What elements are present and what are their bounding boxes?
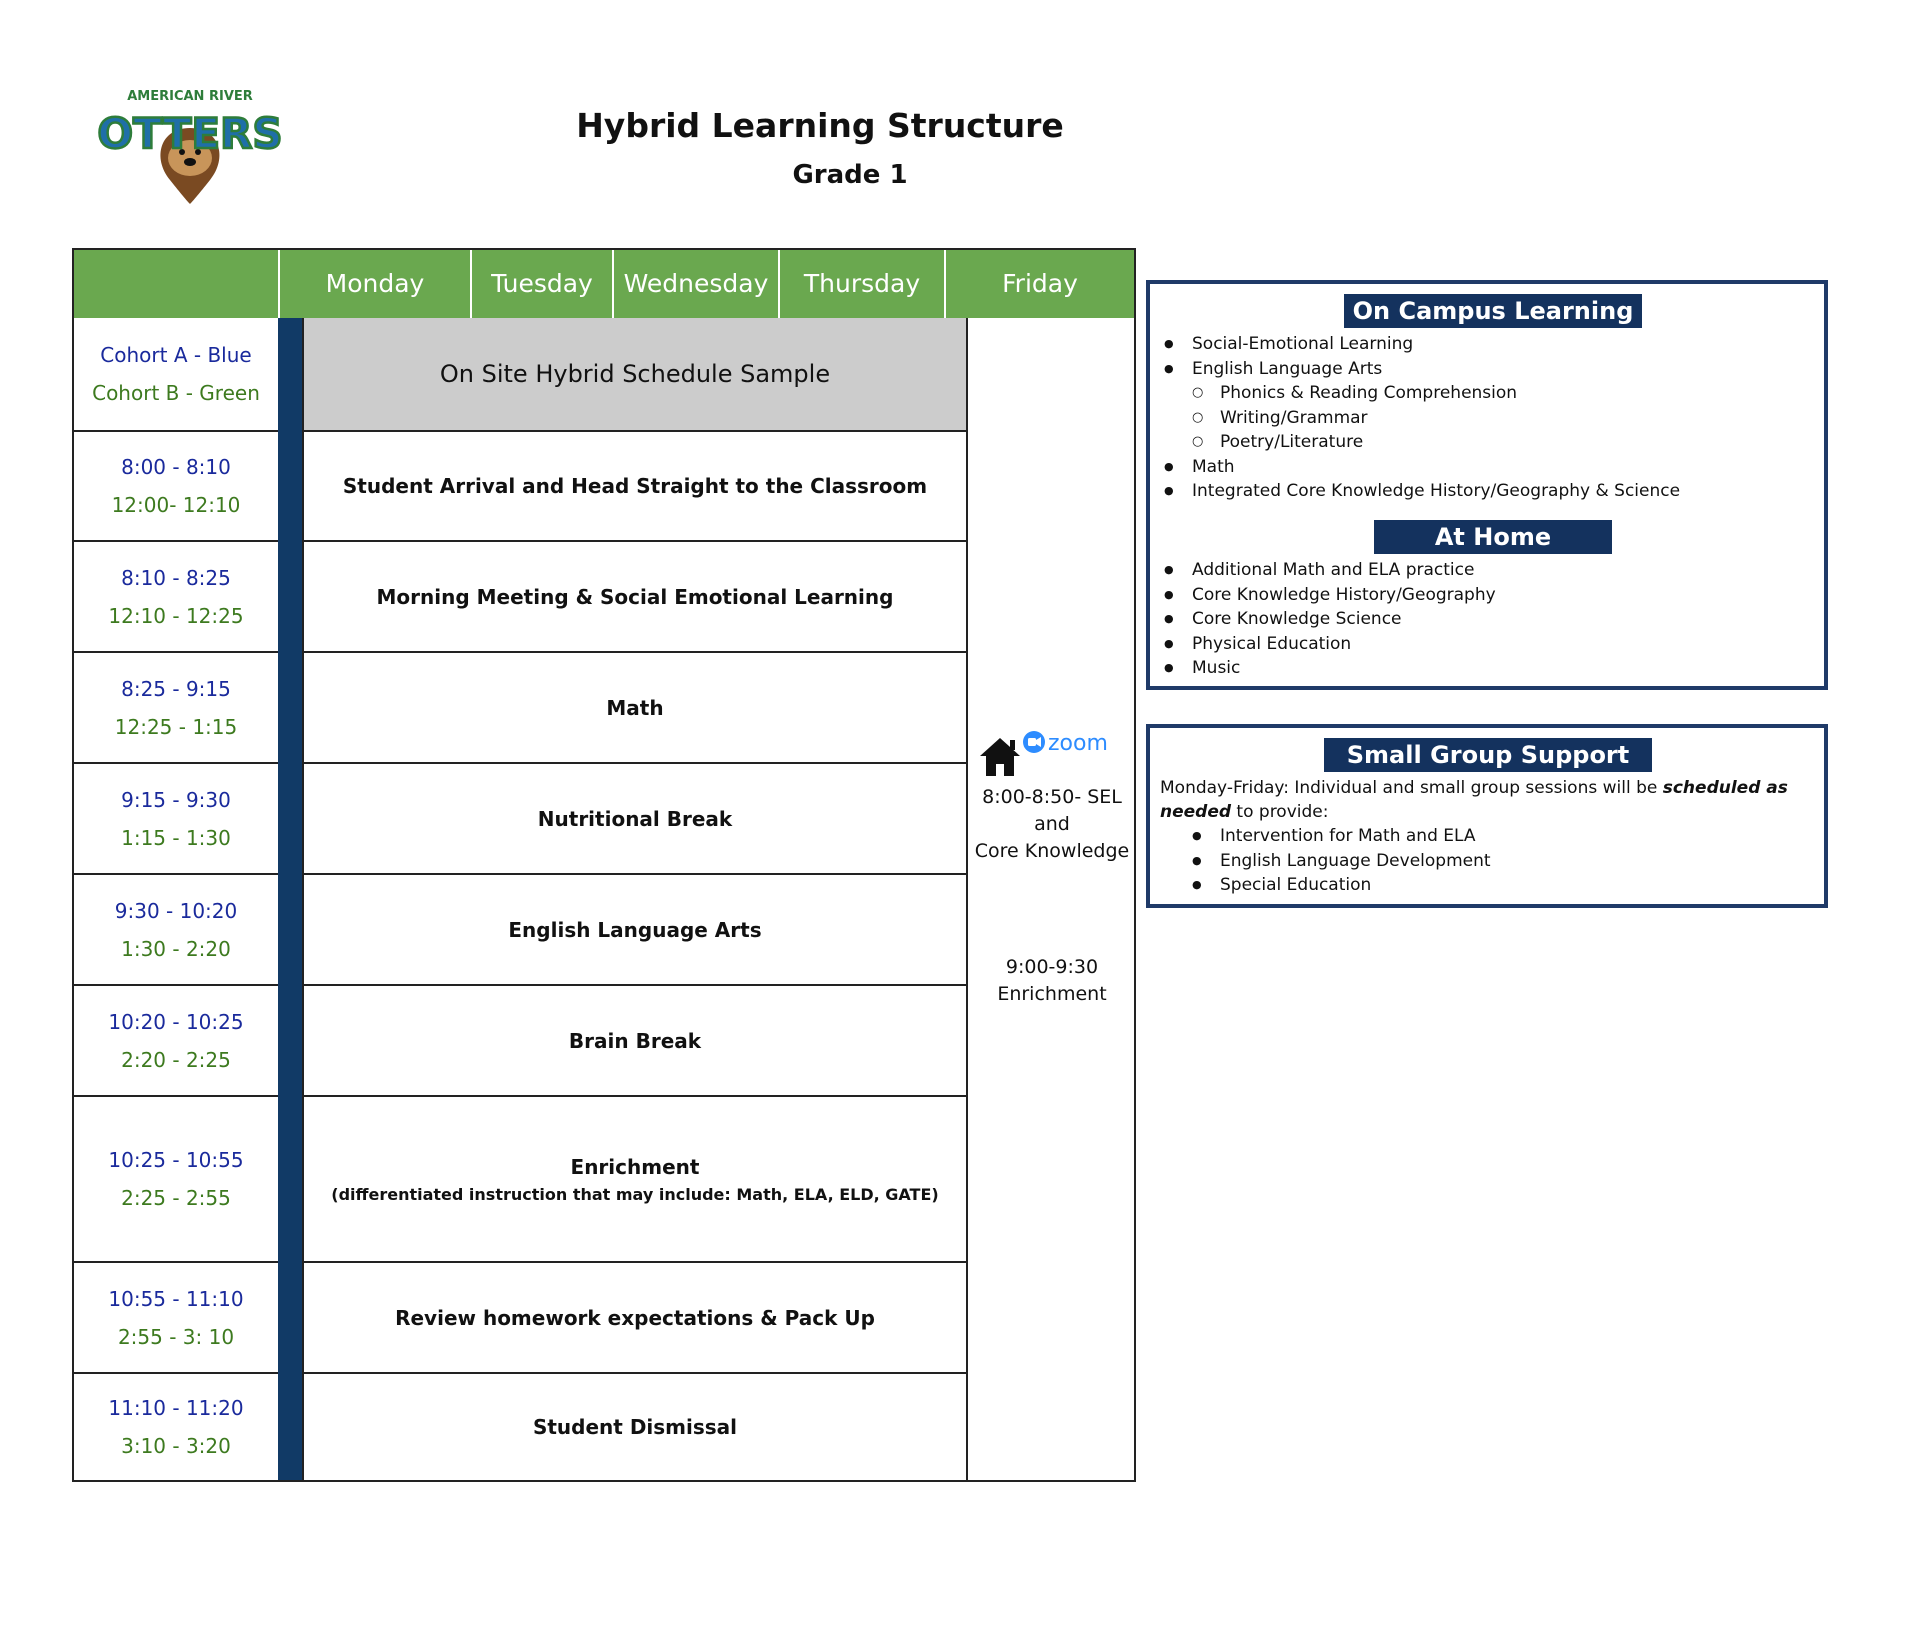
list-item: ● Core Knowledge Science (1152, 607, 1812, 632)
list-subitem: ○ Phonics & Reading Comprehension (1152, 381, 1812, 406)
on-campus-heading: On Campus Learning (1344, 294, 1642, 328)
activity-cell (302, 1263, 966, 1374)
zoom-label: zoom (1048, 731, 1108, 756)
day-friday: Friday (944, 250, 1134, 318)
friday-line: 9:00-9:30 (1005, 956, 1099, 978)
day-thursday: Thursday (778, 250, 944, 318)
time-cell (74, 986, 278, 1097)
time-cell (74, 875, 278, 986)
page-title: Hybrid Learning Structure (576, 106, 1064, 145)
cohort-a-time: 8:25 - 9:15 (121, 676, 231, 701)
small-group-text (1160, 776, 1820, 824)
day-header-row (74, 250, 1134, 318)
cohort-b-time: 1:30 - 2:20 (121, 936, 231, 961)
otters-logo (90, 88, 290, 206)
cohort-a-time: 8:00 - 8:10 (121, 455, 231, 479)
list-item: ● Core Knowledge History/Geography (1152, 583, 1812, 608)
day-wednesday: Wednesday (612, 250, 778, 318)
cohort-b-time: 3:10 - 3:20 (121, 1434, 231, 1458)
activity-label: Nutritional Break (537, 806, 733, 831)
cohort-b-label: Cohort B - Green (92, 381, 260, 405)
small-group-intro-end: to provide: (1231, 802, 1329, 822)
list-item: ● Intervention for Math and ELA (1152, 824, 1812, 849)
activity-label: Student Arrival and Head Straight to the Classroom (342, 474, 928, 498)
friday-column (966, 318, 1134, 1480)
day-tuesday: Tuesday (470, 250, 612, 318)
activity-label: Math (606, 695, 664, 720)
small-group-list (1152, 824, 1812, 898)
cohort-b-time: 12:10 - 12:25 (108, 603, 244, 628)
cohort-b-time: 2:20 - 2:25 (121, 1047, 231, 1072)
cohort-b-time: 1:15 - 1:30 (121, 825, 231, 850)
activity-cell (302, 875, 966, 986)
friday-line: and (1034, 813, 1070, 835)
activity-note: (differentiated instruction that may include: Math, ELA, ELD, GATE) (331, 1184, 939, 1204)
activity-cell (302, 542, 966, 653)
logo-text-main: OTTERS (97, 109, 283, 158)
cohort-b-time: 12:00- 12:10 (111, 493, 241, 517)
time-cell (74, 542, 278, 653)
on-campus-list (1152, 332, 1812, 504)
list-subitem: ○ Writing/Grammar (1152, 406, 1812, 431)
cohort-a-time: 9:15 - 9:30 (121, 787, 231, 812)
activity-label: Student Dismissal (532, 1415, 738, 1439)
logo-text-top: AMERICAN RIVER (127, 89, 253, 104)
activity-label: Enrichment (570, 1154, 700, 1179)
time-cell (74, 432, 278, 542)
friday-line: Core Knowledge (974, 840, 1130, 862)
activity-label: Brain Break (568, 1028, 702, 1053)
time-cell (74, 1097, 278, 1263)
activity-cell (302, 1097, 966, 1263)
list-item: ● Math (1152, 455, 1812, 480)
small-group-box (1146, 724, 1828, 908)
friday-sel-text (968, 784, 1136, 865)
friday-line: Enrichment (997, 983, 1107, 1005)
time-cell (74, 1263, 278, 1374)
cohort-a-label: Cohort A - Blue (100, 343, 252, 367)
sample-banner (302, 318, 966, 432)
list-item: ● Physical Education (1152, 632, 1812, 657)
activity-cell (302, 432, 966, 542)
activity-cell (302, 653, 966, 764)
list-item: ● English Language Arts (1152, 357, 1812, 382)
small-group-emphasis: scheduled as needed (1160, 778, 1788, 822)
day-monday: Monday (278, 250, 470, 318)
cohort-stripe (278, 318, 302, 1480)
cohort-b-time: 2:55 - 3: 10 (117, 1324, 235, 1349)
page-subtitle: Grade 1 (792, 160, 908, 190)
sample-label: On Site Hybrid Schedule Sample (439, 360, 831, 388)
zoom-icon (1023, 731, 1108, 756)
home-icon (980, 738, 1020, 776)
activity-label: Morning Meeting & Social Emotional Learning (376, 584, 894, 609)
list-item: ● Social-Emotional Learning (1152, 332, 1812, 357)
friday-line: 8:00-8:50- SEL (982, 786, 1122, 808)
small-group-intro: Monday-Friday: Individual and small group sessions will be (1160, 778, 1663, 798)
small-group-heading: Small Group Support (1324, 738, 1652, 772)
activity-cell (302, 764, 966, 875)
cohort-a-time: 10:25 - 10:55 (108, 1148, 244, 1172)
learning-box (1146, 280, 1828, 690)
time-cell (74, 764, 278, 875)
cohort-b-time: 12:25 - 1:15 (114, 714, 238, 739)
list-item: ● Integrated Core Knowledge History/Geography & Science (1152, 479, 1812, 504)
activity-cell (302, 1374, 966, 1480)
time-cell (74, 1374, 278, 1480)
list-subitem: ○ Poetry/Literature (1152, 430, 1812, 455)
friday-enrichment-text (968, 954, 1136, 1008)
at-home-heading: At Home Learning (1374, 520, 1612, 554)
cohort-b-time: 2:25 - 2:55 (121, 1186, 231, 1210)
list-item: ● Special Education (1152, 873, 1812, 898)
cohort-a-time: 10:20 - 10:25 (108, 1009, 244, 1034)
activity-cell (302, 986, 966, 1097)
list-item: ● Music (1152, 656, 1812, 681)
time-cell (74, 653, 278, 764)
list-item: ● Additional Math and ELA practice (1152, 558, 1812, 583)
at-home-list (1152, 558, 1812, 681)
schedule-table (72, 248, 1136, 1482)
activity-label: Review homework expectations & Pack Up (395, 1305, 875, 1330)
cohort-legend (74, 318, 278, 432)
cohort-a-time: 8:10 - 8:25 (121, 565, 231, 590)
cohort-a-time: 10:55 - 11:10 (108, 1286, 244, 1311)
list-item: ● English Language Development (1152, 849, 1812, 874)
cohort-a-time: 9:30 - 10:20 (114, 898, 238, 923)
cohort-a-time: 11:10 - 11:20 (108, 1396, 244, 1420)
friday-icons (968, 726, 1136, 778)
activity-label: English Language Arts (508, 917, 762, 942)
